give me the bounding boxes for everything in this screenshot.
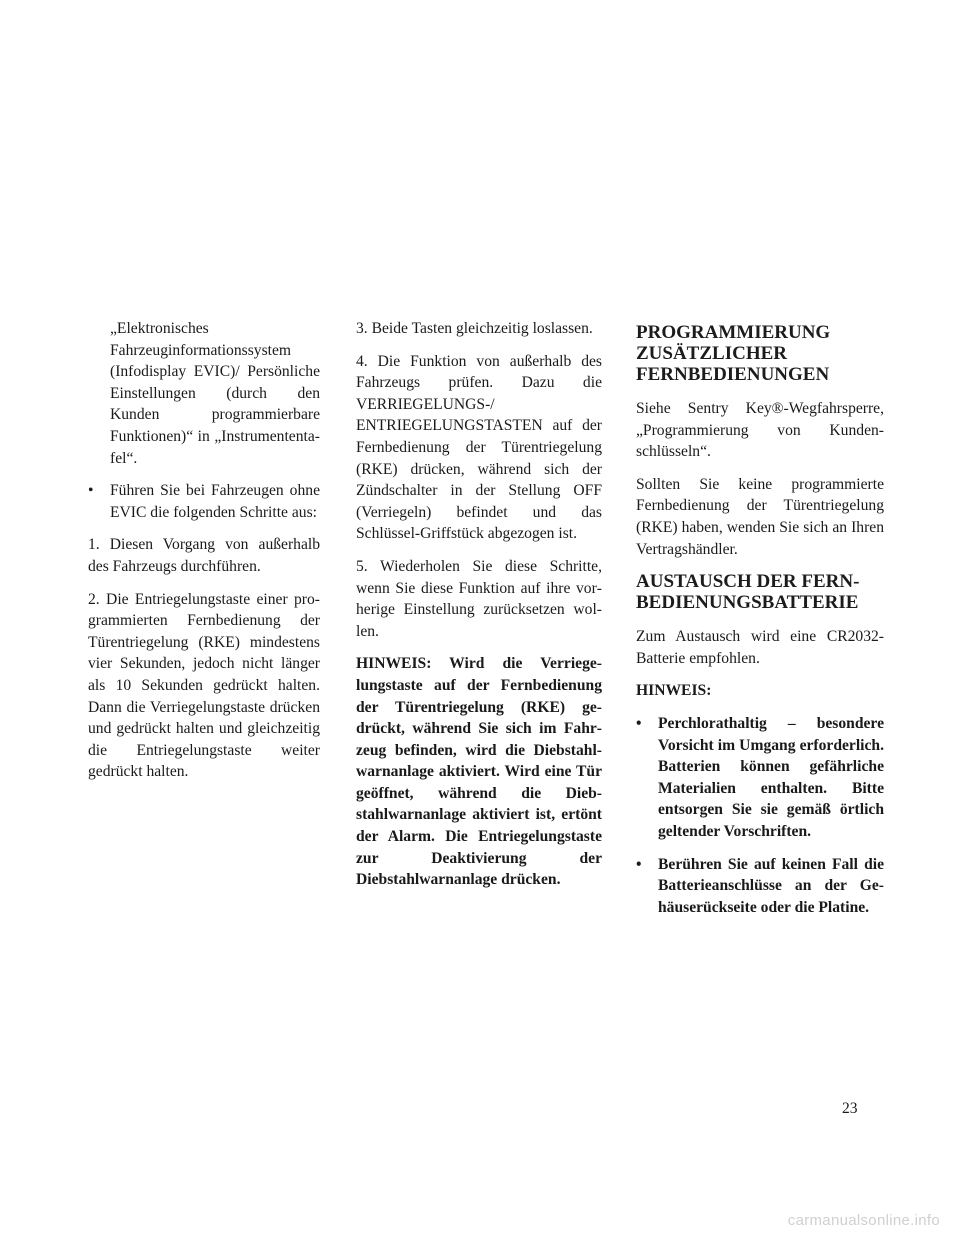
note-paragraph: HINWEIS: Wird die Verriegelungstaste auf der Fernbedienung der Türentriegelung (RKE) gedrückt, während Sie sich im Fahrzeug befinden, wird die Diebstahlwarnanlage aktiviert. Wird eine Tür geöffnet, während die Diebstahlwarnanlage aktiviert ist, ertönt der Alarm. Die Entriegelungstaste zur Deaktivierung der Diebstahlwarnanlage drücken. [356,655,602,889]
bullet-text: Führen Sie bei Fahrzeugen ohne EVIC die folgenden Schritte aus: [110,482,320,521]
bullet-icon: • [88,482,94,500]
step-2: 2. Die Entriegelungstaste einer programmierten Fernbedienung der Türentriegelung (RKE) mindestens vier Sekunden, jedoch nicht länger als 10 Sekunden gedrückt halten. Dann die Verriegelungstaste drücken und gedrückt halten und gleichzeitig die Entriegelungstaste weiter gedrückt halten. [88,590,320,781]
step-3: 3. Beide Tasten gleichzeitig loslassen. [356,320,593,337]
middle-column [356,318,602,902]
step-5: 5. Wiederholen Sie diese Schritte, wenn Sie diese Funktion auf ihre vorherige Einstellung zurücksetzen wollen. [356,557,602,640]
battery-paragraph: Zum Austausch wird eine CR2032-Batterie empfohlen. [636,628,884,667]
note-label: HINWEIS: [636,682,712,700]
bullet-text: Berühren Sie auf keinen Fall die Batterieanschlüsse an der Gehäuserückseite oder die Platine. [658,855,884,916]
bullet-icon: • [636,855,642,873]
bullet-text: Perchlorathaltig – besondere Vorsicht im Umgang erforderlich. Batterien können gefährliche Materialien enthalten. Bitte entsorgen Sie sie gemäß örtlich geltender Vorschriften. [658,714,884,840]
watermark: carmanualsonline.info [787,1212,940,1229]
section-heading-battery: AUSTAUSCH DER FERNBEDIENUNGSBATTERIE [636,571,860,614]
evic-reference-paragraph: „Elektronisches Fahrzeuginformationssystem (Infodisplay EVIC)/ Persönliche Einstellungen (durch den Kunden programmierbare Funktionen)“ in „Instrumententafel“. [110,320,320,467]
bullet-icon: • [636,714,642,732]
sentry-key-paragraph: Siehe Sentry Key®-Wegfahrsperre, „Programmierung von Kundenschlüsseln“. [636,400,884,461]
step-1: 1. Diesen Vorgang von außerhalb des Fahrzeugs durchführen. [88,536,320,575]
step-4: 4. Die Funktion von außerhalb des Fahrzeugs prüfen. Dazu die VERRIEGELUNGS-/ ENTRIEGELUNGSTASTEN auf der Fernbedienung der Türentriegelung (RKE) drücken, während sich der Zündschalter in der Stellung OFF (Verriegeln) befindet und das Schlüssel-Griffstück abgezogen ist. [356,352,602,543]
dealer-paragraph: Sollten Sie keine programmierte Fernbedienung der Türentriegelung (RKE) haben, wenden Sie sich an Ihren Vertragshändler. [636,475,884,558]
right-column [636,318,884,929]
list-item [636,713,884,843]
list-item [636,854,884,919]
list-item [88,480,320,523]
section-heading-programming: PROGRAMMIERUNG ZUSÄTZLICHER FERNBEDIENUNGEN [636,322,831,385]
page-number: 23 [842,1100,858,1117]
left-column [88,318,320,794]
